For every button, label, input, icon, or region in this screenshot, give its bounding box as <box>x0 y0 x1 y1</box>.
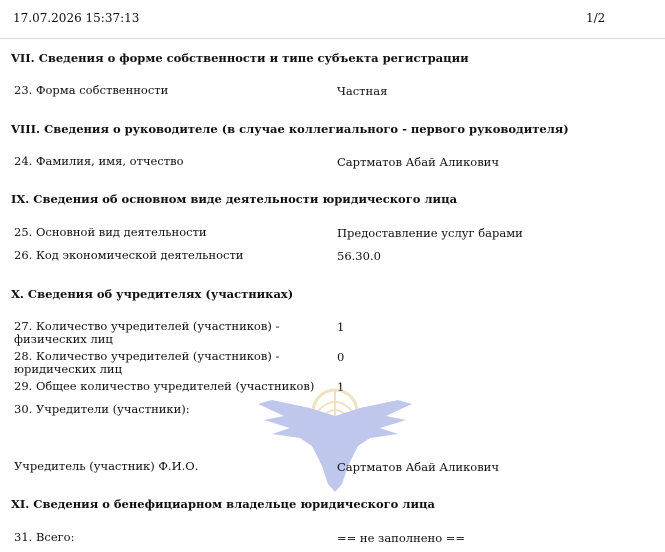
section-title-ownership: VII. Сведения о форме собственности и типе субъекта регистрации <box>11 51 469 65</box>
field-label-founder-name: Учредитель (участник) Ф.И.О. <box>14 459 199 473</box>
section-title-beneficiary: XI. Сведения о бенефициарном владельце юридического лица <box>11 497 435 511</box>
field-label-director-name: 24. Фамилия, имя, отчество <box>14 154 184 168</box>
field-label-activity-code: 26. Код экономической деятельности <box>14 248 244 262</box>
field-label-founders-legal: 28. Количество учредителей (участников) - юридических лиц <box>14 349 280 376</box>
field-value-director-name: Сартматов Абай Аликович <box>337 155 499 169</box>
section-title-director: VIII. Сведения о руководителе (в случае коллегиального - первого руководителя) <box>11 122 569 136</box>
section-title-activity: IX. Сведения об основном виде деятельности юридического лица <box>11 192 458 206</box>
field-label-main-activity: 25. Основной вид деятельности <box>14 225 207 239</box>
print-datetime: 17.07.2026 15:37:13 <box>13 11 140 25</box>
eagle-watermark-icon <box>250 386 420 496</box>
field-label-ownership-form: 23. Форма собственности <box>14 83 169 97</box>
field-value-main-activity: Предоставление услуг барами <box>337 226 523 240</box>
field-value-beneficiary-total: == не заполнено == <box>337 531 466 545</box>
field-label-founders-individuals: 27. Количество учредителей (участников) - физических лиц <box>14 319 280 346</box>
field-label-founders-list: 30. Учредители (участники): <box>14 402 190 416</box>
print-header <box>0 0 665 39</box>
field-value-founders-legal: 0 <box>337 350 345 364</box>
field-value-ownership-form: Частная <box>337 84 388 98</box>
field-label-founders-total: 29. Общее количество учредителей (участников) <box>14 379 315 393</box>
field-value-activity-code: 56.30.0 <box>337 249 381 263</box>
page-number: 1/2 <box>586 11 606 25</box>
field-value-founders-total: 1 <box>337 380 345 394</box>
field-value-founder-name: Сартматов Абай Аликович <box>337 460 499 474</box>
field-label-beneficiary-total: 31. Всего: <box>14 530 75 544</box>
field-value-founders-individuals: 1 <box>337 320 345 334</box>
section-title-founders: X. Сведения об учредителях (участниках) <box>11 287 294 301</box>
